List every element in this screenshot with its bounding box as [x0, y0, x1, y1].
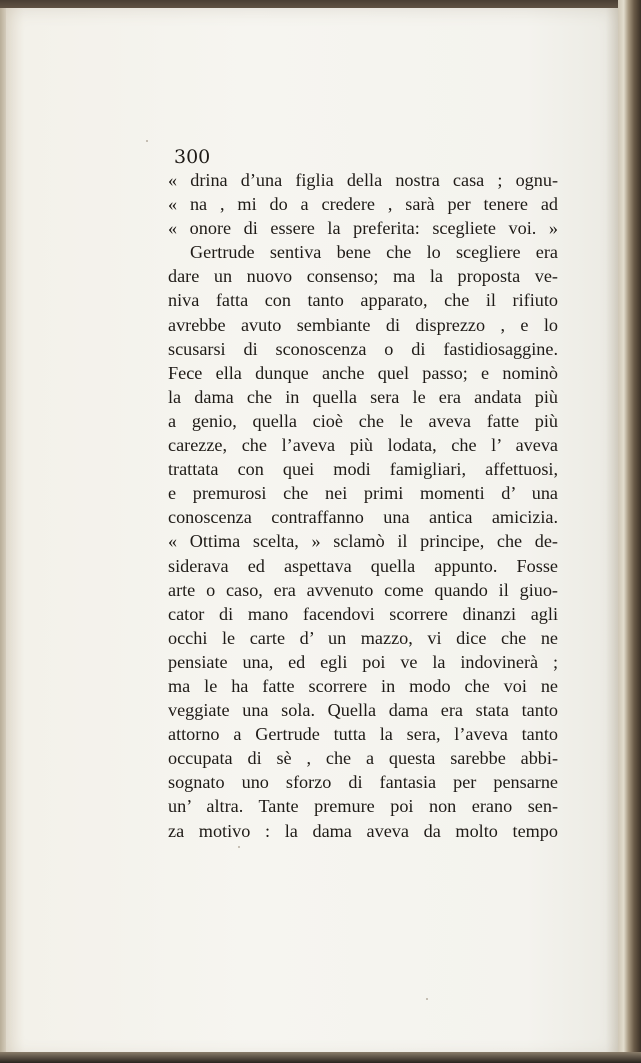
text-line: attorno a Gertrude tutta la sera, l’aveva tanto — [168, 724, 558, 745]
text-line: avrebbe avuto sembiante di disprezzo , e lo — [168, 314, 558, 335]
text-line: cator di mano facendovi scorrere dinanzi agli — [168, 603, 558, 624]
text-line: carezze, che l’aveva più lodata, che l’ aveva — [168, 435, 558, 456]
text-line: sognato uno sforzo di fantasia per pensarne — [168, 772, 558, 793]
text-line: siderava ed aspettava quella appunto. Fosse — [168, 555, 558, 576]
text-line: za motivo : la dama aveva da molto tempo — [168, 820, 558, 841]
text-line: « onore di essere la preferita: scegliete voi. » — [168, 218, 558, 239]
paper-speck — [426, 998, 428, 1000]
scan-bottom-border — [0, 1052, 641, 1063]
body-text — [168, 168, 558, 843]
text-line: a genio, quella cioè che le aveva fatte più — [168, 410, 558, 431]
text-line: scusarsi di sconoscenza o di fastidiosaggine. — [168, 338, 558, 359]
text-line: arte o caso, era avvenuto come quando il giuo- — [168, 579, 558, 600]
page-right-edge — [618, 0, 641, 1063]
text-line: la dama che in quella sera le era andata più — [168, 386, 558, 407]
text-line: Gertrude sentiva bene che lo scegliere era — [190, 242, 558, 263]
text-line: « na , mi do a credere , sarà per tenere ad — [168, 194, 558, 215]
text-line: ma le ha fatte scorrere in modo che voi ne — [168, 675, 558, 696]
paper-speck — [146, 140, 148, 142]
text-line: un’ altra. Tante premure poi non erano sen- — [168, 796, 558, 817]
text-line: conoscenza contraffanno una antica amicizia. — [168, 507, 558, 528]
text-line: occupata di sè , che a questa sarebbe abbi- — [168, 748, 558, 769]
text-line: « drina d’una figlia della nostra casa ; ognu- — [168, 170, 558, 190]
page-number: 300 — [174, 146, 211, 168]
text-line: niva fatta con tanto apparato, che il rifiuto — [168, 290, 558, 311]
text-line: dare un nuovo consenso; ma la proposta ve- — [168, 266, 558, 287]
text-line: occhi le carte d’ un mazzo, vi dice che ne — [168, 627, 558, 648]
text-line: e premurosi che nei primi momenti d’ una — [168, 483, 558, 504]
text-line: veggiate una sola. Quella dama era stata tanto — [168, 700, 558, 721]
text-line: Fece ella dunque anche quel passo; e nominò — [168, 362, 558, 383]
text-line: « Ottima scelta, » sclamò il principe, che de- — [168, 531, 558, 552]
text-line: trattata con quei modi famigliari, affettuosi, — [168, 459, 558, 480]
paper-speck — [238, 846, 240, 848]
text-line: pensiate una, ed egli poi ve la indovinerà ; — [168, 651, 558, 672]
